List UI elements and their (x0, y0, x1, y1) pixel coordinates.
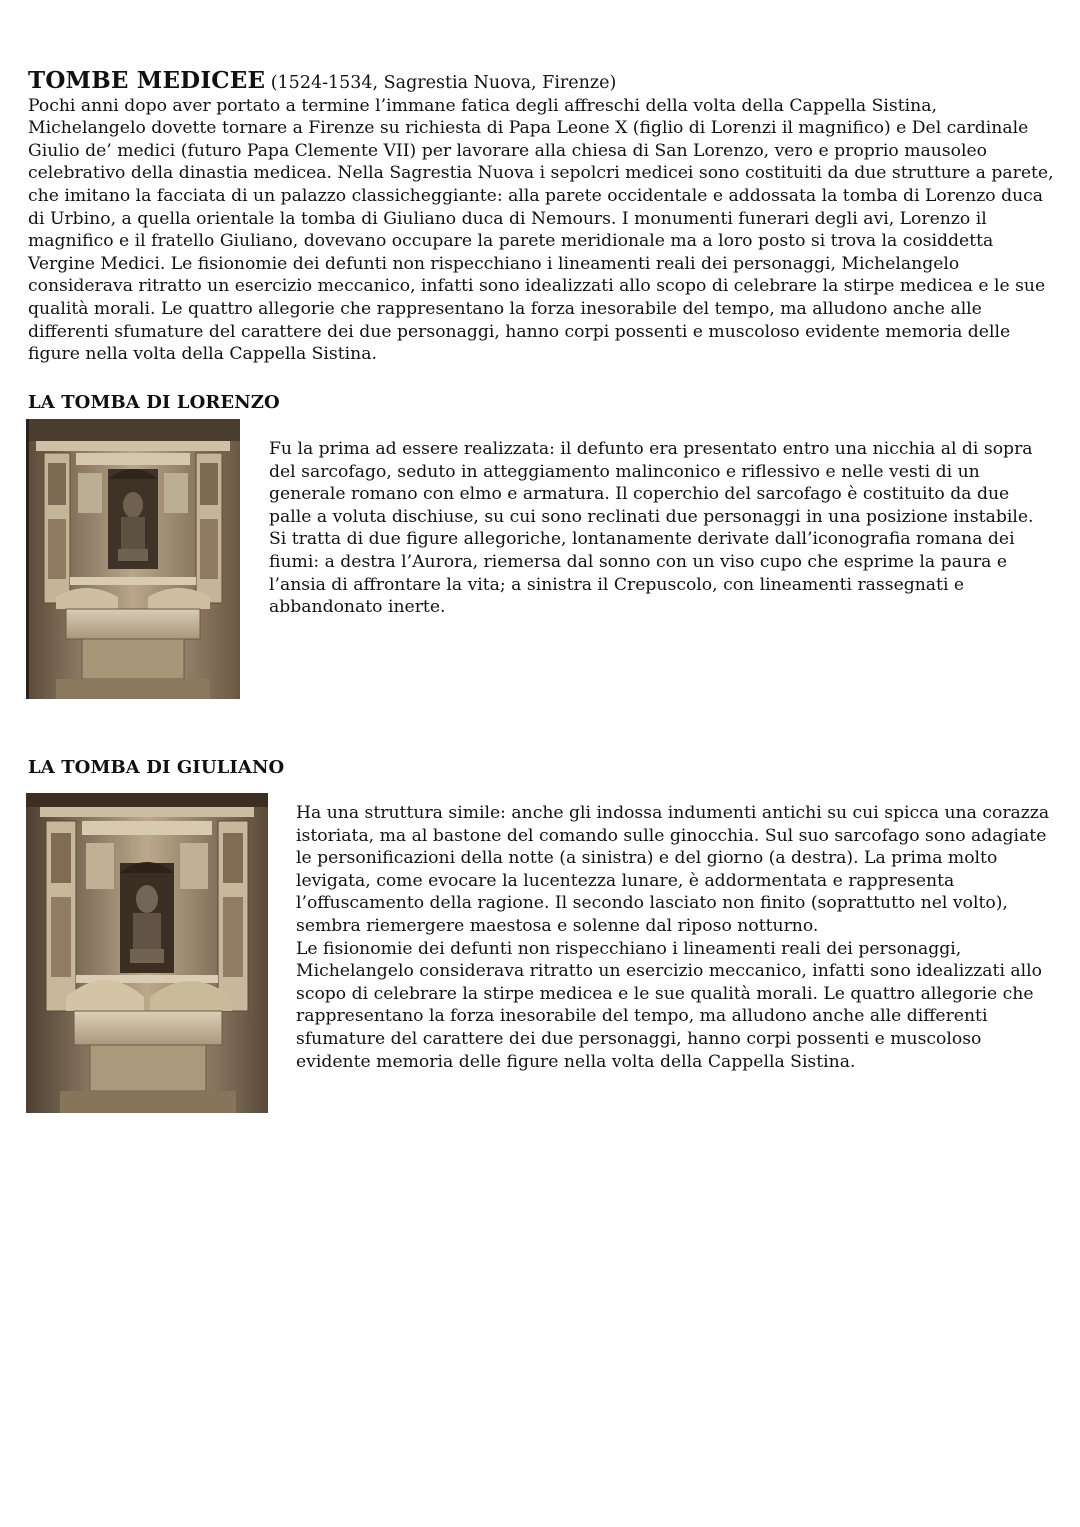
lorenzo-tomb-image (26, 419, 240, 699)
intro-section (28, 67, 1058, 366)
lorenzo-paragraph: Fu la prima ad essere realizzata: il defunto era presentato entro una nicchia al di sopra del sarcofago, seduto in atteggiamento malinconico e riflessivo e nelle vesti di un generale romano con elmo e armatura. Il coperchio del sarcofago è costituito da due palle a voluta dischiuse, su cui sono reclinati due personaggi in una posizione instabile. Si tratta di due figure allegoriche, lontanamente derivate dall’iconografia romana dei fiumi: a destra l’Aurora, riemersa dal sonno con un viso cupo che esprime la paura e l’ansia di affrontare la vita; a sinistra il Crepuscolo, con lineamenti rassegnati e abbandonato inerte. (269, 439, 1034, 618)
intro-paragraph: Pochi anni dopo aver portato a termine l’immane fatica degli affreschi della volta della Cappella Sistina, Michelangelo dovette tornare a Firenze su richiesta di Papa Leone X (figlio di Lorenzi il magnifico) e Del cardinale Giulio de’ medici (futuro Papa Clemente VII) per lavorare alla chiesa di San Lorenzo, vero e proprio mausoleo celebrativo della dinastia medicea. Nella Sagrestia Nuova i sepolcri medicei sono costituiti da due strutture a parete, che imitano la facciata di un palazzo classicheggiante: alla parete occidentale e addossata la tomba di Lorenzo duca di Urbino, a quella orientale la tomba di Giuliano duca di Nemours. I monumenti funerari degli avi, Lorenzo il magnifico e il fratello Giuliano, dovevano occupare la parete meridionale ma a loro posto si trova la cosiddetta Vergine Medici. Le fisionomie dei defunti non rispecchiano i lineamenti reali dei personaggi, Michelangelo considerava ritratto un esercizio meccanico, infatti sono idealizzati allo scopo di celebrare la stirpe medicea e le sue qualità morali. Le quattro allegorie che rappresentano la forza inesorabile del tempo, ma alludono anche alle differenti sfumature del carattere dei due personaggi, hanno corpi possenti e muscoloso evidente memoria delle figure nella volta della Cappella Sistina. (28, 95, 1054, 365)
page-title: TOMBE MEDICEE (28, 67, 266, 94)
page-subtitle: (1524-1534, Sagrestia Nuova, Firenze) (270, 73, 617, 93)
giuliano-paragraph-2: Le fisionomie dei defunti non rispecchiano i lineamenti reali dei personaggi, Michelangelo considerava ritratto un esercizio meccanico, infatti sono idealizzati allo scopo di celebrare la stirpe medicea e le sue qualità morali. Le quattro allegorie che rappresentano la forza inesorabile del tempo, ma alludono anche alle differenti sfumature del carattere dei due personaggi, hanno corpi possenti e muscoloso evidente memoria delle figure nella volta della Cappella Sistina. (296, 938, 1043, 1072)
giuliano-paragraph-1: Ha una struttura simile: anche gli indossa indumenti antichi su cui spicca una corazza istoriata, ma al bastone del comando sulle ginocchia. Sul suo sarcofago sono adagiate le personificazioni della notte (a sinistra) e del giorno (a destra). La prima molto levigata, come evocare la lucentezza lunare, è addormentata e rappresenta l’offuscamento della ragione. Il secondo lasciato non finito (soprattutto nel volto), sembra riemergere maestosa e solenne dal riposo notturno. (296, 803, 1050, 936)
giuliano-heading: LA TOMBA DI GIULIANO (28, 757, 285, 778)
giuliano-description (296, 802, 1056, 1073)
lorenzo-description (269, 438, 1049, 619)
title-row (28, 67, 1058, 95)
giuliano-tomb-image (26, 793, 268, 1113)
lorenzo-heading: LA TOMBA DI LORENZO (28, 392, 280, 413)
